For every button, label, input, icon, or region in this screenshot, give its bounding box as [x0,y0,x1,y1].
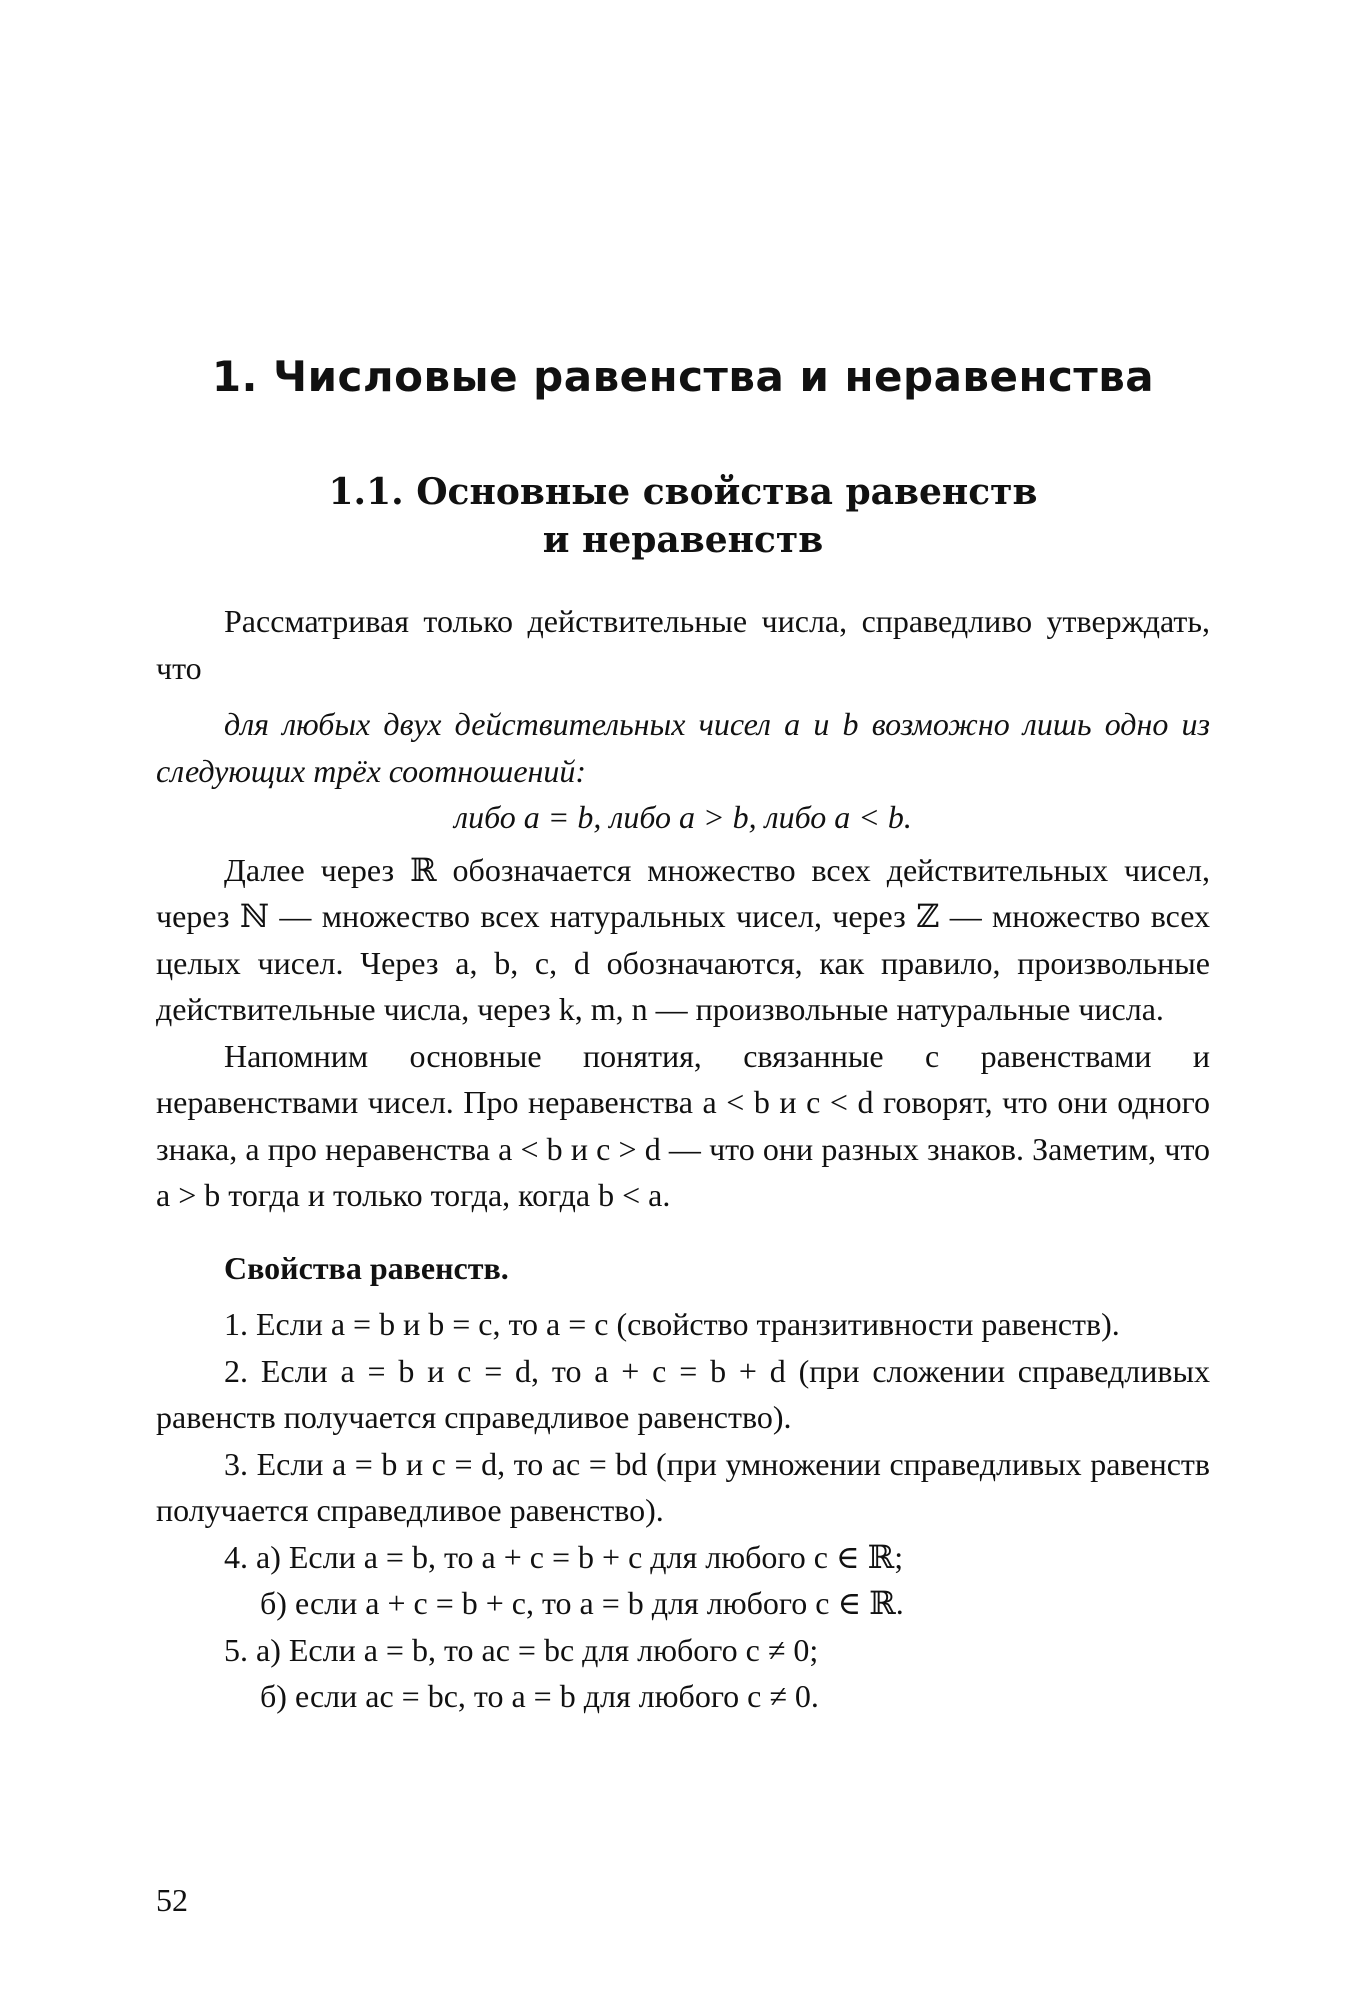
concepts-paragraph: Напомним основные понятия, связанные с равенствами и неравенствами чисел. Про неравенства a < b и c < d говорят, что они одного знака, а про неравенства a < b и c > d — что они разных знаков. Заметим, что a > b тогда и только тогда, когда b < a. [156,1037,1210,1213]
section-title [0,468,1366,564]
properties-heading: Свойства равенств. [224,1249,509,1286]
property-item-4b: б) если a + c = b + c, то a = b для любого c ∈ ℝ. [260,1585,904,1621]
property-item-1: 1. Если a = b и b = c, то a = c (свойство транзитивности равенств). [224,1306,1120,1342]
property-item-5a: 5. а) Если a = b, то ac = bc для любого c ≠ 0; [224,1631,819,1668]
italic-statement: для любых двух действительных чисел a и b возможно лишь одно из следующих трёх соотношений: [156,706,1210,789]
comparison-formula: либо a = b, либо a > b, либо a < b. [454,799,912,835]
section-title-line-1: 1.1. Основные свойства равенств [328,471,1038,513]
page-number: 52 [156,1882,188,1918]
notation-paragraph: Далее через ℝ обозначается множество всех действительных чисел, через ℕ — множество всех натуральных чисел, через ℤ — множество всех целых чисел. Через a, b, c, d обозначаются, как правило, произвольные действительные числа, через k, m, n — произвольные натуральные числа. [156,851,1210,1027]
property-item-5b: б) если ac = bc, то a = b для любого c ≠ 0. [260,1678,819,1714]
chapter-title: 1. Числовые равенства и неравенства [211,352,1155,401]
body-text [156,598,1210,1720]
property-item-4a: 4. а) Если a = b, то a + c = b + c для любого c ∈ ℝ; [224,1538,904,1575]
intro-paragraph: Рассматривая только действительные числа, справедливо утверждать, что [156,603,1210,686]
property-item-3: 3. Если a = b и c = d, то ac = bd (при умножении справедливых равенств получается справедливое равенство). [156,1445,1210,1528]
property-item-2: 2. Если a = b и c = d, то a + c = b + d (при сложении справедливых равенств получается справедливое равенство). [156,1352,1210,1435]
section-title-line-2: и неравенств [542,519,824,561]
